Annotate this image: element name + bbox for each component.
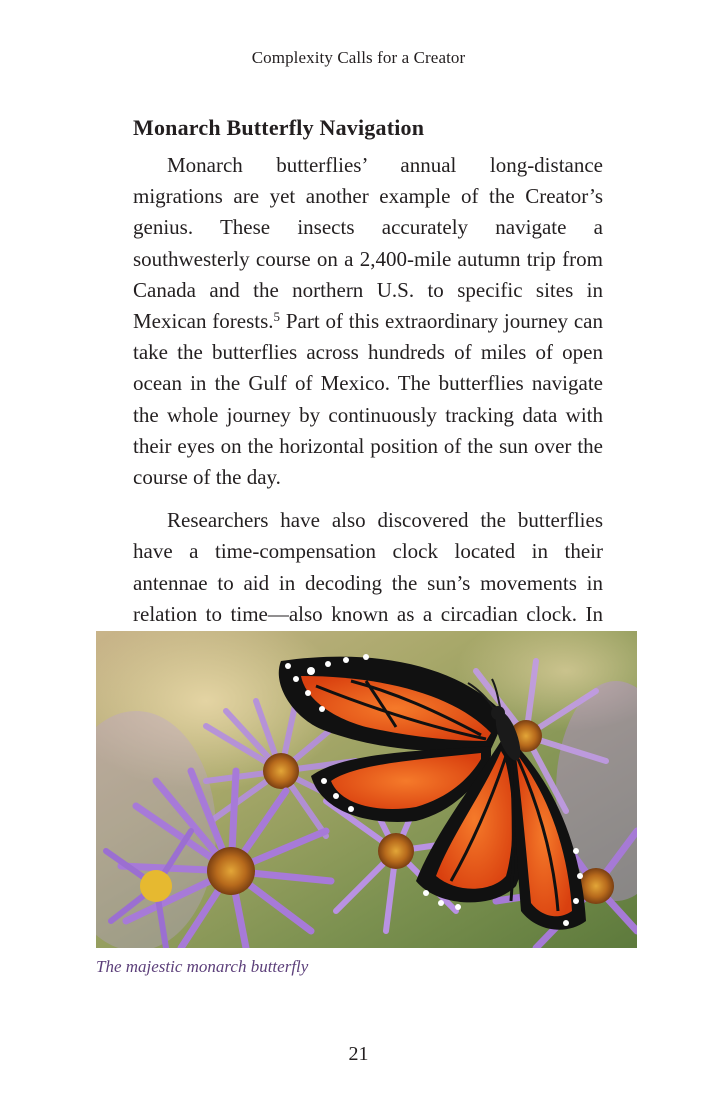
running-head: Complexity Calls for a Creator — [251, 48, 466, 67]
monarch-butterfly-photo — [96, 631, 637, 948]
footnote-ref[interactable]: 5 — [273, 309, 281, 325]
paragraph-1 — [133, 150, 603, 493]
paragraph-2: Researchers have also discovered the butterflies have a time-compensation clock located in their antennae to aid in decoding the sun’s movements in relation to time—also known as a circadian clock. In — [133, 508, 603, 626]
paragraph-1-text-b: Part of this extraordinary journey can take the butterflies across hundreds of miles of open ocean in the Gulf of Mexico. The butterflies navigate the whole journey by continuously tracking data with their eyes on the horizontal position of the sun over the course of the day. — [133, 309, 603, 490]
photo-illustration — [96, 631, 637, 948]
paragraph-1-text-a: Monarch butterflies’ annual long-distance migrations are yet another example of the Creator’s genius. These insects accurately navigate a southwesterly course on a 2,400-mile autumn trip from Canada and the northern U.S. to specific sites in Mexican forests. — [133, 153, 603, 334]
figure-caption: The majestic monarch butterfly — [96, 957, 309, 976]
section-heading: Monarch Butterfly Navigation — [133, 115, 425, 140]
body-text — [133, 112, 603, 692]
page-number: 21 — [348, 1043, 369, 1065]
